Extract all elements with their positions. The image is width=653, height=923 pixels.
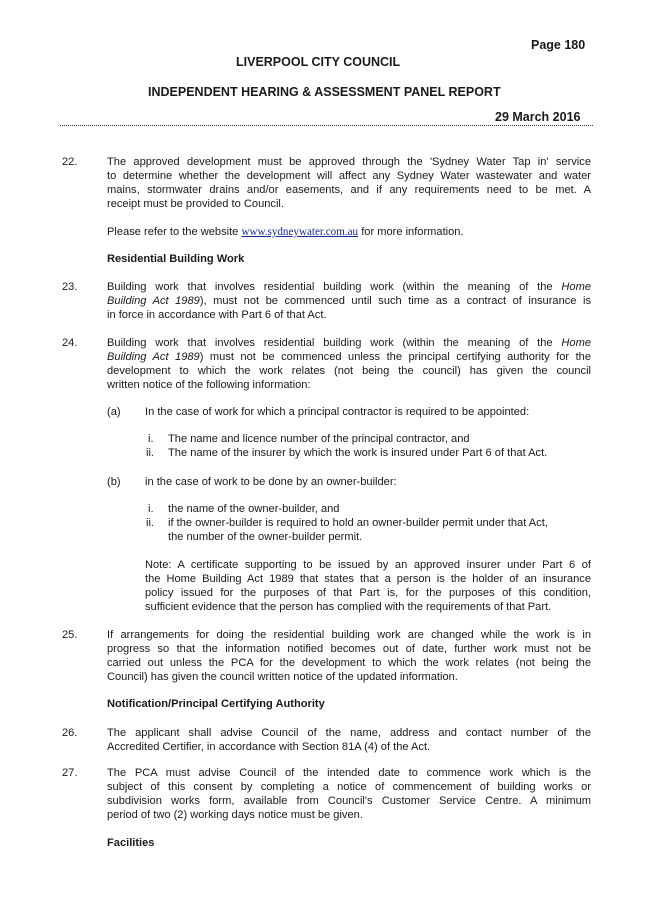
condition-26-line: Accredited Certifier, in accordance with Section 81A (4) of the Act. (107, 741, 431, 753)
condition-23-line (107, 280, 591, 294)
condition-23-line2: ), must not be commenced until such time as a contract of insurance is (199, 295, 592, 307)
council-name: LIVERPOOL CITY COUNCIL (236, 55, 401, 69)
condition-23-line1: Building work that involves residential building work (within the meaning of the (107, 281, 562, 293)
condition-23-number: 23. (62, 281, 78, 293)
condition-24-line1: Building work that involves residential building work (within the meaning of the (107, 337, 562, 349)
subclause-a-label: (a) (107, 406, 121, 418)
condition-24-line1-italic: Home (561, 337, 591, 349)
report-title: INDEPENDENT HEARING & ASSESSMENT PANEL REPORT (148, 85, 501, 99)
page-number: Page 180 (531, 38, 586, 52)
section-heading-notification: Notification/Principal Certifying Authority (107, 698, 325, 710)
condition-23-line1-italic: Home (561, 281, 591, 293)
condition-24-line2: ) must not be commenced unless the principal certifying authority for the (199, 351, 591, 363)
condition-22-line: mains, stormwater drains and/or easements, and if any requirements need to be met. A (107, 184, 591, 196)
condition-24-line (107, 350, 591, 364)
list-marker: ii. (146, 517, 155, 529)
sydney-water-link[interactable]: www.sydneywater.com.au (241, 226, 359, 238)
subclause-a-text: In the case of work for which a principal contractor is required to be appointed: (145, 406, 530, 418)
condition-25-line: If arrangements for doing the residential building work are changed while the work is in (107, 629, 591, 641)
list-item-line: the number of the owner-builder permit. (168, 531, 363, 543)
note-line: sufficient evidence that the person has complied with the requirements of that Part. (145, 601, 552, 613)
condition-27-line: subdivision works form, available from Council's Customer Service Centre. A minimum (107, 795, 591, 807)
condition-25-number: 25. (62, 629, 78, 641)
condition-22-line: to determine whether the development will affect any Sydney Water wastewater and water (107, 170, 591, 182)
condition-23-act-name: Building Act 1989 (107, 295, 200, 307)
condition-24-act-name: Building Act 1989 (107, 351, 200, 363)
condition-22-text (107, 155, 591, 211)
header-divider (60, 125, 593, 126)
section-heading-residential: Residential Building Work (107, 253, 245, 265)
condition-26-text (107, 726, 591, 754)
condition-24-line: written notice of the following information: (107, 379, 311, 391)
condition-22-line: The approved development must be approved through the 'Sydney Water Tap in' service (107, 156, 591, 168)
condition-23-text (107, 280, 591, 322)
note-line: the Home Building Act 1989 that states that a person is the holder of an insurance (145, 573, 591, 585)
condition-25-line: Council) has given the council written notice of the updated information. (107, 671, 458, 683)
condition-27-text (107, 766, 591, 822)
condition-22-line: receipt must be provided to Council. (107, 198, 284, 210)
list-item: The name and licence number of the principal contractor, and (168, 433, 470, 445)
condition-25-text (107, 628, 591, 684)
condition-25-line: progress so that the information notified becomes out of date, further work must not be (107, 643, 591, 655)
condition-26-line: The applicant shall advise Council of the name, address and contact number of the (107, 727, 591, 739)
condition-24-text (107, 336, 591, 392)
subclause-b-text: in the case of work to be done by an owner-builder: (145, 476, 397, 488)
list-item (168, 516, 591, 544)
note-line: policy issued for the purposes of that Part is, for the purposes of this condition, (145, 587, 591, 599)
list-marker: ii. (146, 447, 155, 459)
condition-27-line: period of two (2) working days notice must be given. (107, 809, 363, 821)
condition-24-line (107, 336, 591, 350)
subclause-b-label: (b) (107, 476, 121, 488)
condition-23-line: in force in accordance with Part 6 of that Act. (107, 309, 327, 321)
condition-24-number: 24. (62, 337, 78, 349)
list-item: The name of the insurer by which the work is insured under Part 6 of that Act. (168, 447, 548, 459)
refer-text-after: for more information. (358, 226, 464, 238)
condition-25-line: carried out unless the PCA for the development to which the work relates (not being the (107, 657, 591, 669)
condition-27-line: The PCA must advise Council of the intended date to commence work which is the (107, 767, 591, 779)
insurance-note (145, 558, 591, 614)
condition-27-line: subject of this consent by completing a notice of commencement of building works or (107, 781, 591, 793)
note-line: Note: A certificate supporting to be issued by an approved insurer under Part 6 of (145, 559, 591, 571)
list-item: the name of the owner-builder, and (168, 503, 340, 515)
section-heading-facilities: Facilities (107, 837, 155, 849)
condition-24-line: development to which the work relates (not being the council) has given the council (107, 365, 591, 377)
list-marker: i. (148, 503, 154, 515)
report-date: 29 March 2016 (495, 110, 581, 124)
condition-22-refer (107, 225, 591, 239)
condition-26-number: 26. (62, 727, 78, 739)
refer-text-before: Please refer to the website (107, 226, 242, 238)
list-marker: i. (148, 433, 154, 445)
condition-27-number: 27. (62, 767, 78, 779)
list-item-line: if the owner-builder is required to hold an owner-builder permit under that Act, (168, 517, 548, 529)
condition-22-number: 22. (62, 156, 78, 168)
condition-23-line (107, 294, 591, 308)
